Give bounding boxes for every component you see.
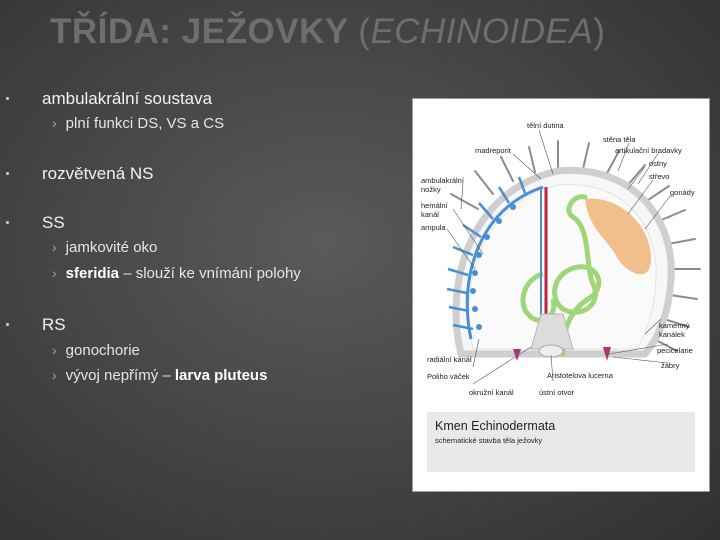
label-polian-vesicle: Poliho váček [427, 372, 470, 381]
label-pedicellariae: pecicelarie [657, 346, 693, 355]
label-radial-canal: radiální kanál [427, 355, 472, 364]
subbullet-text: gonochorie [65, 342, 140, 359]
label-body-cavity: tělní dutina [527, 121, 564, 130]
label-tube-feet-2: nožky [421, 185, 441, 194]
figure-caption [427, 412, 695, 472]
bullet-nervous-system [42, 164, 154, 184]
bullet-dot [6, 97, 9, 100]
subbullet-bold-text: larva pluteus [174, 367, 268, 384]
label-hemal-canal-1: hemální [421, 201, 448, 210]
title-paren-close: ) [593, 12, 606, 51]
label-stone-canal-2: kanálek [659, 330, 685, 339]
arrow-icon: › [52, 115, 57, 131]
label-ring-canal: okružní kanál [469, 388, 514, 397]
label-aristotles-lantern: Aristotelova lucerna [547, 371, 613, 380]
subbullet-text: vývoj nepřímý – [65, 367, 175, 384]
arrow-icon: › [52, 265, 57, 281]
label-gills: žábry [661, 361, 680, 370]
label-hemal-canal-2: kanál [421, 210, 439, 219]
label-ampulla: ampula [421, 223, 446, 232]
subbullet-eye [52, 239, 157, 256]
arrow-icon: › [52, 239, 57, 255]
subbullet-development [52, 367, 267, 384]
label-tube-feet-1: ambulakrální [421, 176, 464, 185]
title-main: TŘÍDA: JEŽOVKY [50, 12, 359, 51]
subbullet-bold-text: sferidia [65, 265, 120, 282]
caption-subtitle: schematické stavba těla ježovky [435, 436, 543, 445]
bullet-text: rozvětvená NS [42, 164, 154, 183]
subbullet-sphaeridia [52, 265, 301, 282]
bullet-dot [6, 323, 9, 326]
title-latin-name: ECHINOIDEA [370, 12, 594, 51]
caption-title: Kmen Echinodermata [435, 419, 556, 433]
bullet-reproductive-system [42, 315, 66, 335]
label-gonads: gonády [670, 188, 695, 197]
bullet-text: SS [42, 213, 65, 232]
subbullet-text: jamkovité oko [65, 239, 158, 256]
arrow-icon: › [52, 367, 57, 383]
bullet-text: RS [42, 315, 66, 334]
label-intestine: střevo [649, 172, 670, 181]
bullet-ambulacral [42, 89, 212, 109]
subbullet-text: – slouží ke vnímání polohy [119, 265, 301, 282]
bullet-sensory-system [42, 213, 65, 233]
bullet-text: ambulakrální soustava [42, 89, 213, 108]
subbullet-ambulacral-function [52, 115, 224, 132]
bullet-dot [6, 221, 9, 224]
arrow-icon: › [52, 342, 57, 358]
bullet-dot [6, 172, 9, 175]
label-madreporite: madreporit [475, 146, 511, 155]
subbullet-gonochorism [52, 342, 140, 359]
sea-urchin-diagram [412, 98, 710, 492]
subbullet-text: plní funkci DS, VS a CS [65, 115, 225, 132]
title-paren-open: ( [358, 12, 371, 51]
label-body-wall: stěna těla [603, 135, 636, 144]
label-spines: ostny [649, 159, 667, 168]
label-stone-canal-1: kamenný [659, 321, 690, 330]
label-mouth: ústní otvor [539, 388, 575, 397]
slide-title [50, 12, 690, 52]
label-articular-tubercles: artikulační bradavky [615, 146, 682, 155]
